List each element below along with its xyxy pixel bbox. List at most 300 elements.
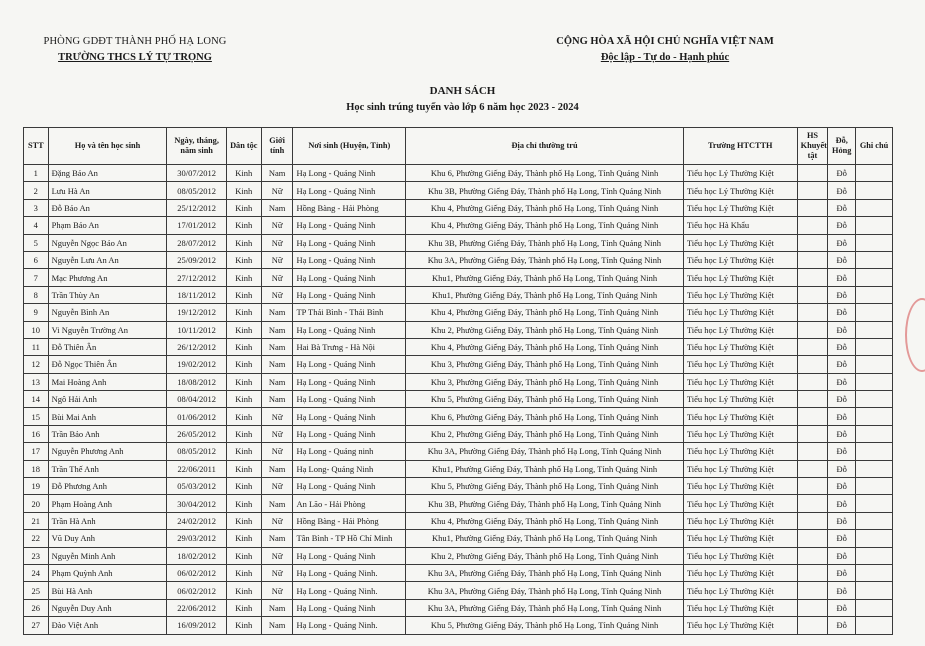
col-notes-cell: [856, 512, 893, 529]
col-gender-cell: Nữ: [261, 443, 293, 460]
col-notes-cell: [856, 443, 893, 460]
table-row: [24, 547, 893, 564]
col-birthplace-cell: Hạ Long - Quảng ninh: [293, 443, 406, 460]
col-birthplace-cell: Hạ Long - Quảng Ninh: [293, 547, 406, 564]
col-ethnicity-cell: Kinh: [226, 564, 261, 581]
col-stt-cell: 19: [24, 478, 49, 495]
col-student-name-cell: Lưu Hà An: [48, 182, 167, 199]
col-birth-date-cell: 30/07/2012: [167, 165, 226, 182]
col-result-cell: Đỗ: [828, 182, 856, 199]
col-notes-cell: [856, 460, 893, 477]
col-address-cell: Khu 3, Phường Giếng Đáy, Thành phố Hạ Long, Tỉnh Quảng Ninh: [406, 373, 684, 390]
col-student-name-cell: Đặng Bảo An: [48, 165, 167, 182]
col-stt-cell: 4: [24, 217, 49, 234]
table-row: [24, 165, 893, 182]
col-address-cell: Khu 3A, Phường Giếng Đáy, Thành phố Hạ Long, Tỉnh Quảng Ninh: [406, 443, 684, 460]
col-address-cell: Khu 3A, Phường Giếng Đáy, Thành phố Hạ Long, Tỉnh Quảng Ninh: [406, 251, 684, 268]
col-primary-school-cell: Tiểu học Lý Thường Kiệt: [683, 478, 797, 495]
col-gender-cell: Nam: [261, 338, 293, 355]
col-birthplace-cell: Hạ Long - Quảng Ninh: [293, 391, 406, 408]
col-student-name-cell: Đỗ Ngọc Thiên Ân: [48, 356, 167, 373]
col-birthplace-cell: Hạ Long - Quảng Ninh.: [293, 564, 406, 581]
table-row: [24, 617, 893, 634]
col-address-cell: Khu1, Phường Giếng Đáy, Thành phố Hạ Long, Tỉnh Quảng Ninh: [406, 460, 684, 477]
table-row: [24, 251, 893, 268]
col-student-name-cell: Đào Việt Anh: [48, 617, 167, 634]
col-address-cell: Khu 4, Phường Giếng Đáy, Thành phố Hạ Long, Tỉnh Quảng Ninh: [406, 217, 684, 234]
col-primary-school-cell: Tiểu học Lý Thường Kiệt: [683, 199, 797, 216]
col-student-name-cell: Nguyễn Minh Anh: [48, 547, 167, 564]
col-birthplace-cell: Hạ Long - Quảng Ninh: [293, 234, 406, 251]
table-row: [24, 495, 893, 512]
col-address-cell: Khu1, Phường Giếng Đáy, Thành phố Hạ Long, Tỉnh Quảng Ninh: [406, 530, 684, 547]
col-ethnicity-cell: Kinh: [226, 356, 261, 373]
col-address-cell: Khu 4, Phường Giếng Đáy, Thành phố Hạ Long, Tỉnh Quảng Ninh: [406, 512, 684, 529]
col-stt-cell: 23: [24, 547, 49, 564]
col-notes-cell: [856, 269, 893, 286]
col-birth-date-cell: 08/05/2012: [167, 443, 226, 460]
col-birth-date-cell: 25/12/2012: [167, 199, 226, 216]
col-primary-school-header: Trường HTCTTH: [683, 128, 797, 165]
table-row: [24, 286, 893, 303]
col-gender-cell: Nữ: [261, 251, 293, 268]
col-notes-cell: [856, 478, 893, 495]
col-stt-cell: 20: [24, 495, 49, 512]
table-row: [24, 582, 893, 599]
col-notes-cell: [856, 251, 893, 268]
col-stt-cell: 15: [24, 408, 49, 425]
col-gender-cell: Nữ: [261, 408, 293, 425]
col-disability-cell: [797, 356, 828, 373]
col-result-cell: Đỗ: [828, 547, 856, 564]
col-gender-cell: Nữ: [261, 182, 293, 199]
col-gender-cell: Nữ: [261, 547, 293, 564]
col-student-name-cell: Phạm Quỳnh Anh: [48, 564, 167, 581]
col-address-header: Địa chỉ thường trú: [406, 128, 684, 165]
col-gender-cell: Nữ: [261, 478, 293, 495]
col-student-name-cell: Mai Hoàng Anh: [48, 373, 167, 390]
table-row: [24, 478, 893, 495]
col-birthplace-cell: Hai Bà Trưng - Hà Nội: [293, 338, 406, 355]
col-student-name-header: Họ và tên học sinh: [48, 128, 167, 165]
col-notes-cell: [856, 599, 893, 616]
col-birth-date-cell: 29/03/2012: [167, 530, 226, 547]
col-birthplace-cell: Hạ Long - Quảng Ninh: [293, 599, 406, 616]
col-primary-school-cell: Tiểu học Lý Thường Kiệt: [683, 304, 797, 321]
col-birth-date-cell: 05/03/2012: [167, 478, 226, 495]
col-address-cell: Khu 5, Phường Giếng Đáy, Thành phố Hạ Long, Tỉnh Quảng Ninh: [406, 391, 684, 408]
school-name: TRƯỜNG THCS LÝ TỰ TRỌNG: [58, 52, 212, 63]
col-primary-school-cell: Tiểu học Hà Khẩu: [683, 217, 797, 234]
col-student-name-cell: Đỗ Bảo An: [48, 199, 167, 216]
col-address-cell: Khu 6, Phường Giếng Đáy, Thành phố Hạ Long, Tỉnh Quảng Ninh: [406, 408, 684, 425]
header-left: [20, 34, 250, 66]
col-result-cell: Đỗ: [828, 530, 856, 547]
col-gender-cell: Nữ: [261, 286, 293, 303]
col-stt-header: STT: [24, 128, 49, 165]
col-notes-cell: [856, 564, 893, 581]
col-birthplace-cell: Hạ Long - Quảng Ninh: [293, 373, 406, 390]
col-ethnicity-cell: Kinh: [226, 373, 261, 390]
table-row: [24, 356, 893, 373]
col-disability-cell: [797, 408, 828, 425]
col-primary-school-cell: Tiểu học Lý Thường Kiệt: [683, 373, 797, 390]
col-notes-cell: [856, 408, 893, 425]
col-birthplace-cell: Hạ Long - Quảng Ninh: [293, 182, 406, 199]
col-birth-date-cell: 30/04/2012: [167, 495, 226, 512]
col-disability-cell: [797, 234, 828, 251]
col-birth-date-cell: 16/09/2012: [167, 617, 226, 634]
col-gender-cell: Nữ: [261, 425, 293, 442]
col-stt-cell: 6: [24, 251, 49, 268]
col-student-name-cell: Trần Bảo Anh: [48, 425, 167, 442]
col-primary-school-cell: Tiểu học Lý Thường Kiệt: [683, 460, 797, 477]
col-gender-cell: Nam: [261, 373, 293, 390]
col-disability-cell: [797, 443, 828, 460]
col-birth-date-cell: 01/06/2012: [167, 408, 226, 425]
col-result-cell: Đỗ: [828, 165, 856, 182]
col-primary-school-cell: Tiểu học Lý Thường Kiệt: [683, 182, 797, 199]
col-birthplace-cell: Hạ Long - Quảng Ninh: [293, 286, 406, 303]
col-ethnicity-cell: Kinh: [226, 199, 261, 216]
col-student-name-cell: Nguyễn Duy Anh: [48, 599, 167, 616]
col-student-name-cell: Đỗ Phương Anh: [48, 478, 167, 495]
col-notes-header: Ghi chú: [856, 128, 893, 165]
col-birth-date-cell: 19/12/2012: [167, 304, 226, 321]
col-birthplace-cell: An Lão - Hải Phòng: [293, 495, 406, 512]
table-row: [24, 599, 893, 616]
col-gender-cell: Nam: [261, 321, 293, 338]
col-notes-cell: [856, 286, 893, 303]
col-address-cell: Khu 3A, Phường Giếng Đáy, Thành phố Hạ Long, Tỉnh Quảng Ninh: [406, 599, 684, 616]
table-row: [24, 564, 893, 581]
col-student-name-cell: Phạm Hoàng Anh: [48, 495, 167, 512]
col-disability-cell: [797, 599, 828, 616]
col-ethnicity-cell: Kinh: [226, 304, 261, 321]
col-disability-cell: [797, 217, 828, 234]
table-row: [24, 217, 893, 234]
col-ethnicity-cell: Kinh: [226, 530, 261, 547]
col-primary-school-cell: Tiểu học Lý Thường Kiệt: [683, 582, 797, 599]
col-student-name-cell: Mạc Phương An: [48, 269, 167, 286]
col-birth-date-cell: 28/07/2012: [167, 234, 226, 251]
col-result-cell: Đỗ: [828, 495, 856, 512]
col-ethnicity-cell: Kinh: [226, 460, 261, 477]
col-birth-date-cell: 17/01/2012: [167, 217, 226, 234]
col-notes-cell: [856, 321, 893, 338]
col-notes-cell: [856, 495, 893, 512]
col-notes-cell: [856, 530, 893, 547]
col-disability-cell: [797, 269, 828, 286]
col-stt-cell: 18: [24, 460, 49, 477]
col-result-cell: Đỗ: [828, 321, 856, 338]
col-stt-cell: 8: [24, 286, 49, 303]
table-row: [24, 199, 893, 216]
col-birthplace-cell: Hạ Long - Quảng Ninh: [293, 356, 406, 373]
col-primary-school-cell: Tiểu học Lý Thường Kiệt: [683, 356, 797, 373]
col-birth-date-cell: 22/06/2011: [167, 460, 226, 477]
col-ethnicity-cell: Kinh: [226, 425, 261, 442]
col-student-name-cell: Nguyễn Lưu An An: [48, 251, 167, 268]
col-disability-cell: [797, 165, 828, 182]
col-disability-cell: [797, 286, 828, 303]
col-address-cell: Khu 4, Phường Giếng Đáy, Thành phố Hạ Long, Tỉnh Quảng Ninh: [406, 199, 684, 216]
col-disability-cell: [797, 321, 828, 338]
col-gender-cell: Nam: [261, 617, 293, 634]
col-ethnicity-cell: Kinh: [226, 286, 261, 303]
col-student-name-cell: Nguyễn Phương Anh: [48, 443, 167, 460]
col-birth-date-cell: 18/08/2012: [167, 373, 226, 390]
col-student-name-cell: Trần Thế Anh: [48, 460, 167, 477]
col-student-name-cell: Trần Thùy An: [48, 286, 167, 303]
col-ethnicity-header: Dân tộc: [226, 128, 261, 165]
col-ethnicity-cell: Kinh: [226, 478, 261, 495]
col-gender-cell: Nữ: [261, 564, 293, 581]
col-primary-school-cell: Tiểu học Lý Thường Kiệt: [683, 391, 797, 408]
col-notes-cell: [856, 234, 893, 251]
table-row: [24, 338, 893, 355]
col-gender-cell: Nam: [261, 460, 293, 477]
col-ethnicity-cell: Kinh: [226, 321, 261, 338]
col-birthplace-cell: Hạ Long - Quảng Ninh: [293, 165, 406, 182]
col-result-cell: Đỗ: [828, 443, 856, 460]
table-row: [24, 234, 893, 251]
col-birth-date-cell: 18/02/2012: [167, 547, 226, 564]
col-ethnicity-cell: Kinh: [226, 582, 261, 599]
col-birth-date-header: Ngày, tháng, năm sinh: [167, 128, 226, 165]
col-disability-cell: [797, 251, 828, 268]
col-primary-school-cell: Tiểu học Lý Thường Kiệt: [683, 269, 797, 286]
col-ethnicity-cell: Kinh: [226, 512, 261, 529]
col-address-cell: Khu1, Phường Giếng Đáy, Thành phố Hạ Long, Tỉnh Quảng Ninh: [406, 269, 684, 286]
col-gender-cell: Nữ: [261, 269, 293, 286]
col-birth-date-cell: 19/02/2012: [167, 356, 226, 373]
table-row: [24, 304, 893, 321]
col-result-cell: Đỗ: [828, 460, 856, 477]
col-stt-cell: 2: [24, 182, 49, 199]
col-student-name-cell: Phạm Bảo An: [48, 217, 167, 234]
table-row: [24, 373, 893, 390]
col-birthplace-cell: Hồng Bàng - Hải Phòng: [293, 199, 406, 216]
col-result-cell: Đỗ: [828, 478, 856, 495]
col-gender-cell: Nữ: [261, 582, 293, 599]
col-disability-cell: [797, 199, 828, 216]
col-primary-school-cell: Tiểu học Lý Thường Kiệt: [683, 321, 797, 338]
col-stt-cell: 26: [24, 599, 49, 616]
col-result-cell: Đỗ: [828, 599, 856, 616]
col-student-name-cell: Đỗ Thiên Ân: [48, 338, 167, 355]
col-gender-cell: Nữ: [261, 217, 293, 234]
col-birth-date-cell: 18/11/2012: [167, 286, 226, 303]
col-stt-cell: 7: [24, 269, 49, 286]
col-disability-cell: [797, 373, 828, 390]
table-header-row: [24, 128, 893, 165]
col-gender-cell: Nam: [261, 391, 293, 408]
col-result-header: Đỗ, Hỏng: [828, 128, 856, 165]
col-ethnicity-cell: Kinh: [226, 443, 261, 460]
col-ethnicity-cell: Kinh: [226, 408, 261, 425]
col-stt-cell: 27: [24, 617, 49, 634]
col-disability-cell: [797, 391, 828, 408]
col-address-cell: Khu 5, Phường Giếng Đáy, Thành phố Hạ Long, Tỉnh Quảng Ninh: [406, 478, 684, 495]
col-ethnicity-cell: Kinh: [226, 165, 261, 182]
col-gender-cell: Nữ: [261, 512, 293, 529]
col-student-name-cell: Bùi Hà Anh: [48, 582, 167, 599]
col-ethnicity-cell: Kinh: [226, 617, 261, 634]
col-primary-school-cell: Tiểu học Lý Thường Kiệt: [683, 599, 797, 616]
col-result-cell: Đỗ: [828, 304, 856, 321]
col-student-name-cell: Ngô Hải Anh: [48, 391, 167, 408]
col-ethnicity-cell: Kinh: [226, 599, 261, 616]
col-birth-date-cell: 24/02/2012: [167, 512, 226, 529]
col-birthplace-cell: Hạ Long - Quảng Ninh: [293, 217, 406, 234]
col-address-cell: Khu 3A, Phường Giếng Đáy, Thành phố Hạ Long, Tỉnh Quảng Ninh: [406, 564, 684, 581]
col-address-cell: Khu 3, Phường Giếng Đáy, Thành phố Hạ Long, Tỉnh Quảng Ninh: [406, 356, 684, 373]
col-birth-date-cell: 06/02/2012: [167, 564, 226, 581]
col-notes-cell: [856, 547, 893, 564]
document-subtitle: Học sinh trúng tuyển vào lớp 6 năm học 2023 - 2024: [346, 102, 579, 113]
col-result-cell: Đỗ: [828, 269, 856, 286]
col-disability-cell: [797, 304, 828, 321]
col-ethnicity-cell: Kinh: [226, 547, 261, 564]
col-gender-cell: Nam: [261, 199, 293, 216]
col-primary-school-cell: Tiểu học Lý Thường Kiệt: [683, 547, 797, 564]
col-disability-cell: [797, 547, 828, 564]
col-address-cell: Khu 3B, Phường Giếng Đáy, Thành phố Hạ Long, Tỉnh Quảng Ninh: [406, 234, 684, 251]
col-birth-date-cell: 26/05/2012: [167, 425, 226, 442]
col-notes-cell: [856, 304, 893, 321]
col-birthplace-cell: Hạ Long - Quảng Ninh.: [293, 617, 406, 634]
col-birth-date-cell: 26/12/2012: [167, 338, 226, 355]
col-stt-cell: 25: [24, 582, 49, 599]
col-birth-date-cell: 25/09/2012: [167, 251, 226, 268]
col-gender-cell: Nam: [261, 356, 293, 373]
col-address-cell: Khu 4, Phường Giếng Đáy, Thành phố Hạ Long, Tỉnh Quảng Ninh: [406, 304, 684, 321]
col-ethnicity-cell: Kinh: [226, 234, 261, 251]
col-student-name-cell: Nguyễn Ngọc Bảo An: [48, 234, 167, 251]
col-result-cell: Đỗ: [828, 391, 856, 408]
col-ethnicity-cell: Kinh: [226, 269, 261, 286]
col-stt-cell: 17: [24, 443, 49, 460]
col-notes-cell: [856, 217, 893, 234]
col-birthplace-cell: Hạ Long - Quảng Ninh: [293, 321, 406, 338]
table-row: [24, 391, 893, 408]
col-result-cell: Đỗ: [828, 373, 856, 390]
col-stt-cell: 24: [24, 564, 49, 581]
col-primary-school-cell: Tiểu học Lý Thường Kiệt: [683, 286, 797, 303]
col-ethnicity-cell: Kinh: [226, 495, 261, 512]
col-primary-school-cell: Tiểu học Lý Thường Kiệt: [683, 443, 797, 460]
col-primary-school-cell: Tiểu học Lý Thường Kiệt: [683, 251, 797, 268]
col-gender-cell: Nam: [261, 165, 293, 182]
col-birth-date-cell: 10/11/2012: [167, 321, 226, 338]
col-notes-cell: [856, 165, 893, 182]
col-stt-cell: 13: [24, 373, 49, 390]
col-student-name-cell: Vi Nguyễn Trường An: [48, 321, 167, 338]
col-stt-cell: 10: [24, 321, 49, 338]
col-gender-header: Giới tính: [261, 128, 293, 165]
col-result-cell: Đỗ: [828, 338, 856, 355]
national-motto: Độc lập - Tự do - Hạnh phúc: [600, 52, 730, 63]
col-notes-cell: [856, 425, 893, 442]
col-result-cell: Đỗ: [828, 286, 856, 303]
col-primary-school-cell: Tiểu học Lý Thường Kiệt: [683, 564, 797, 581]
col-gender-cell: Nam: [261, 530, 293, 547]
col-disability-cell: [797, 512, 828, 529]
col-student-name-cell: Nguyễn Bình An: [48, 304, 167, 321]
table-row: [24, 269, 893, 286]
col-gender-cell: Nam: [261, 599, 293, 616]
col-birthplace-cell: Hạ Long - Quảng Ninh: [293, 269, 406, 286]
department-name: PHÒNG GDĐT THÀNH PHỐ HẠ LONG: [43, 36, 227, 47]
col-primary-school-cell: Tiểu học Lý Thường Kiệt: [683, 338, 797, 355]
col-notes-cell: [856, 373, 893, 390]
col-disability-cell: [797, 460, 828, 477]
col-birth-date-cell: 08/05/2012: [167, 182, 226, 199]
col-ethnicity-cell: Kinh: [226, 391, 261, 408]
col-gender-cell: Nam: [261, 495, 293, 512]
col-birthplace-cell: Hồng Bàng - Hải Phòng: [293, 512, 406, 529]
col-disability-cell: [797, 582, 828, 599]
col-result-cell: Đỗ: [828, 512, 856, 529]
col-ethnicity-cell: Kinh: [226, 251, 261, 268]
col-student-name-cell: Vũ Duy Anh: [48, 530, 167, 547]
col-notes-cell: [856, 199, 893, 216]
col-disability-cell: [797, 617, 828, 634]
col-primary-school-cell: Tiểu học Lý Thường Kiệt: [683, 408, 797, 425]
table-row: [24, 443, 893, 460]
col-ethnicity-cell: Kinh: [226, 217, 261, 234]
col-stt-cell: 3: [24, 199, 49, 216]
col-notes-cell: [856, 338, 893, 355]
col-result-cell: Đỗ: [828, 408, 856, 425]
col-birthplace-cell: Hạ Long - Quảng Ninh: [293, 425, 406, 442]
col-disability-cell: [797, 495, 828, 512]
col-primary-school-cell: Tiểu học Lý Thường Kiệt: [683, 530, 797, 547]
col-address-cell: Khu 3B, Phường Giếng Đáy, Thành phố Hạ Long, Tỉnh Quảng Ninh: [406, 495, 684, 512]
col-stt-cell: 14: [24, 391, 49, 408]
col-birth-date-cell: 22/06/2012: [167, 599, 226, 616]
col-notes-cell: [856, 391, 893, 408]
col-address-cell: Khu 3A, Phường Giếng Đáy, Thành phố Hạ Long, Tỉnh Quảng Ninh: [406, 582, 684, 599]
col-notes-cell: [856, 617, 893, 634]
col-disability-cell: [797, 564, 828, 581]
col-stt-cell: 16: [24, 425, 49, 442]
document-title: DANH SÁCH: [429, 85, 496, 97]
col-stt-cell: 12: [24, 356, 49, 373]
col-address-cell: Khu 2, Phường Giếng Đáy, Thành phố Hạ Long, Tỉnh Quảng Ninh: [406, 547, 684, 564]
col-primary-school-cell: Tiểu học Lý Thường Kiệt: [683, 165, 797, 182]
table-row: [24, 460, 893, 477]
col-address-cell: Khu 6, Phường Giếng Đáy, Thành phố Hạ Long, Tỉnh Quảng Ninh: [406, 165, 684, 182]
col-disability-cell: [797, 338, 828, 355]
col-birth-date-cell: 27/12/2012: [167, 269, 226, 286]
col-stt-cell: 9: [24, 304, 49, 321]
col-stt-cell: 22: [24, 530, 49, 547]
col-gender-cell: Nữ: [261, 234, 293, 251]
col-gender-cell: Nam: [261, 304, 293, 321]
col-address-cell: Khu 2, Phường Giếng Đáy, Thành phố Hạ Long, Tỉnh Quảng Ninh: [406, 321, 684, 338]
col-birthplace-cell: Hạ Long - Quảng Ninh: [293, 251, 406, 268]
col-birth-date-cell: 08/04/2012: [167, 391, 226, 408]
col-stt-cell: 5: [24, 234, 49, 251]
col-student-name-cell: Bùi Mai Anh: [48, 408, 167, 425]
col-student-name-cell: Trần Hà Anh: [48, 512, 167, 529]
col-birthplace-cell: Hạ Long - Quảng Ninh: [293, 478, 406, 495]
col-stt-cell: 21: [24, 512, 49, 529]
col-result-cell: Đỗ: [828, 617, 856, 634]
col-birthplace-cell: Hạ Long - Quảng Ninh.: [293, 582, 406, 599]
